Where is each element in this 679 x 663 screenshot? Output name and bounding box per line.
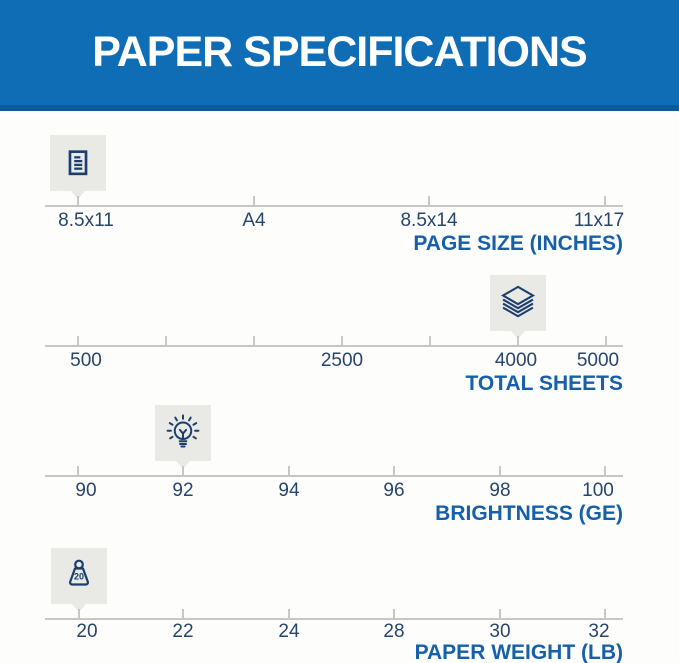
tick-mark	[182, 466, 184, 477]
tick-mark	[605, 336, 607, 347]
scale-line	[45, 205, 623, 207]
marker-badge	[50, 135, 106, 191]
tick-label: 100	[582, 480, 614, 501]
tick-label: 20	[76, 621, 98, 642]
tick-mark	[393, 466, 395, 477]
tick-label: 2500	[320, 350, 364, 371]
tick-label: 500	[70, 350, 102, 371]
tick-label: 96	[383, 480, 405, 501]
tick-mark	[182, 609, 184, 620]
tick-label: 11x17	[573, 210, 625, 231]
tick-mark	[253, 196, 255, 207]
tick-mark	[288, 609, 290, 620]
tick-label: 4000	[494, 350, 538, 371]
tick-mark	[517, 336, 519, 347]
tick-label: 22	[172, 621, 194, 642]
tick-mark	[77, 336, 79, 347]
tick-mark	[393, 609, 395, 620]
tick-mark	[604, 609, 606, 620]
tick-mark	[341, 336, 343, 347]
tick-mark	[499, 609, 501, 620]
tick-label: 8.5x11	[58, 210, 114, 231]
tick-mark	[165, 336, 167, 347]
scale-title: BRIGHTNESS (GE)	[435, 502, 623, 525]
tick-mark	[604, 466, 606, 477]
scale-line	[45, 475, 623, 477]
tick-mark	[429, 336, 431, 347]
scale-title: TOTAL SHEETS	[465, 372, 623, 395]
scale-line	[45, 618, 623, 620]
marker-badge	[155, 405, 211, 461]
tick-label: 30	[489, 621, 511, 642]
tick-mark	[253, 336, 255, 347]
tick-mark	[499, 466, 501, 477]
scale-title: PAGE SIZE (INCHES)	[413, 232, 623, 255]
tick-mark	[77, 196, 79, 207]
tick-label: 32	[588, 621, 610, 642]
marker-badge	[490, 275, 546, 331]
tick-label: 98	[489, 480, 511, 501]
tick-mark	[78, 609, 80, 620]
tick-mark	[428, 196, 430, 207]
tick-mark	[288, 466, 290, 477]
document-icon	[61, 146, 95, 180]
scale-line	[45, 345, 623, 347]
tick-label: 5000	[576, 350, 620, 371]
marker-badge	[51, 548, 107, 604]
tick-label: 8.5x14	[400, 210, 458, 231]
weight-icon	[59, 556, 99, 596]
tick-label: 24	[278, 621, 300, 642]
tick-label: 28	[383, 621, 405, 642]
page-title: PAPER SPECIFICATIONS	[92, 28, 587, 76]
header-banner	[0, 0, 679, 111]
tick-label: 90	[75, 480, 97, 501]
tick-label: 92	[172, 480, 194, 501]
scale-title: PAPER WEIGHT (LB)	[414, 641, 623, 663]
tick-mark	[77, 466, 79, 477]
lightbulb-icon	[161, 411, 205, 455]
tick-mark	[604, 196, 606, 207]
tick-label: 94	[278, 480, 300, 501]
sheets-stack-icon	[495, 280, 541, 326]
weight-icon-value: 20	[73, 571, 85, 582]
tick-label: A4	[242, 210, 266, 231]
